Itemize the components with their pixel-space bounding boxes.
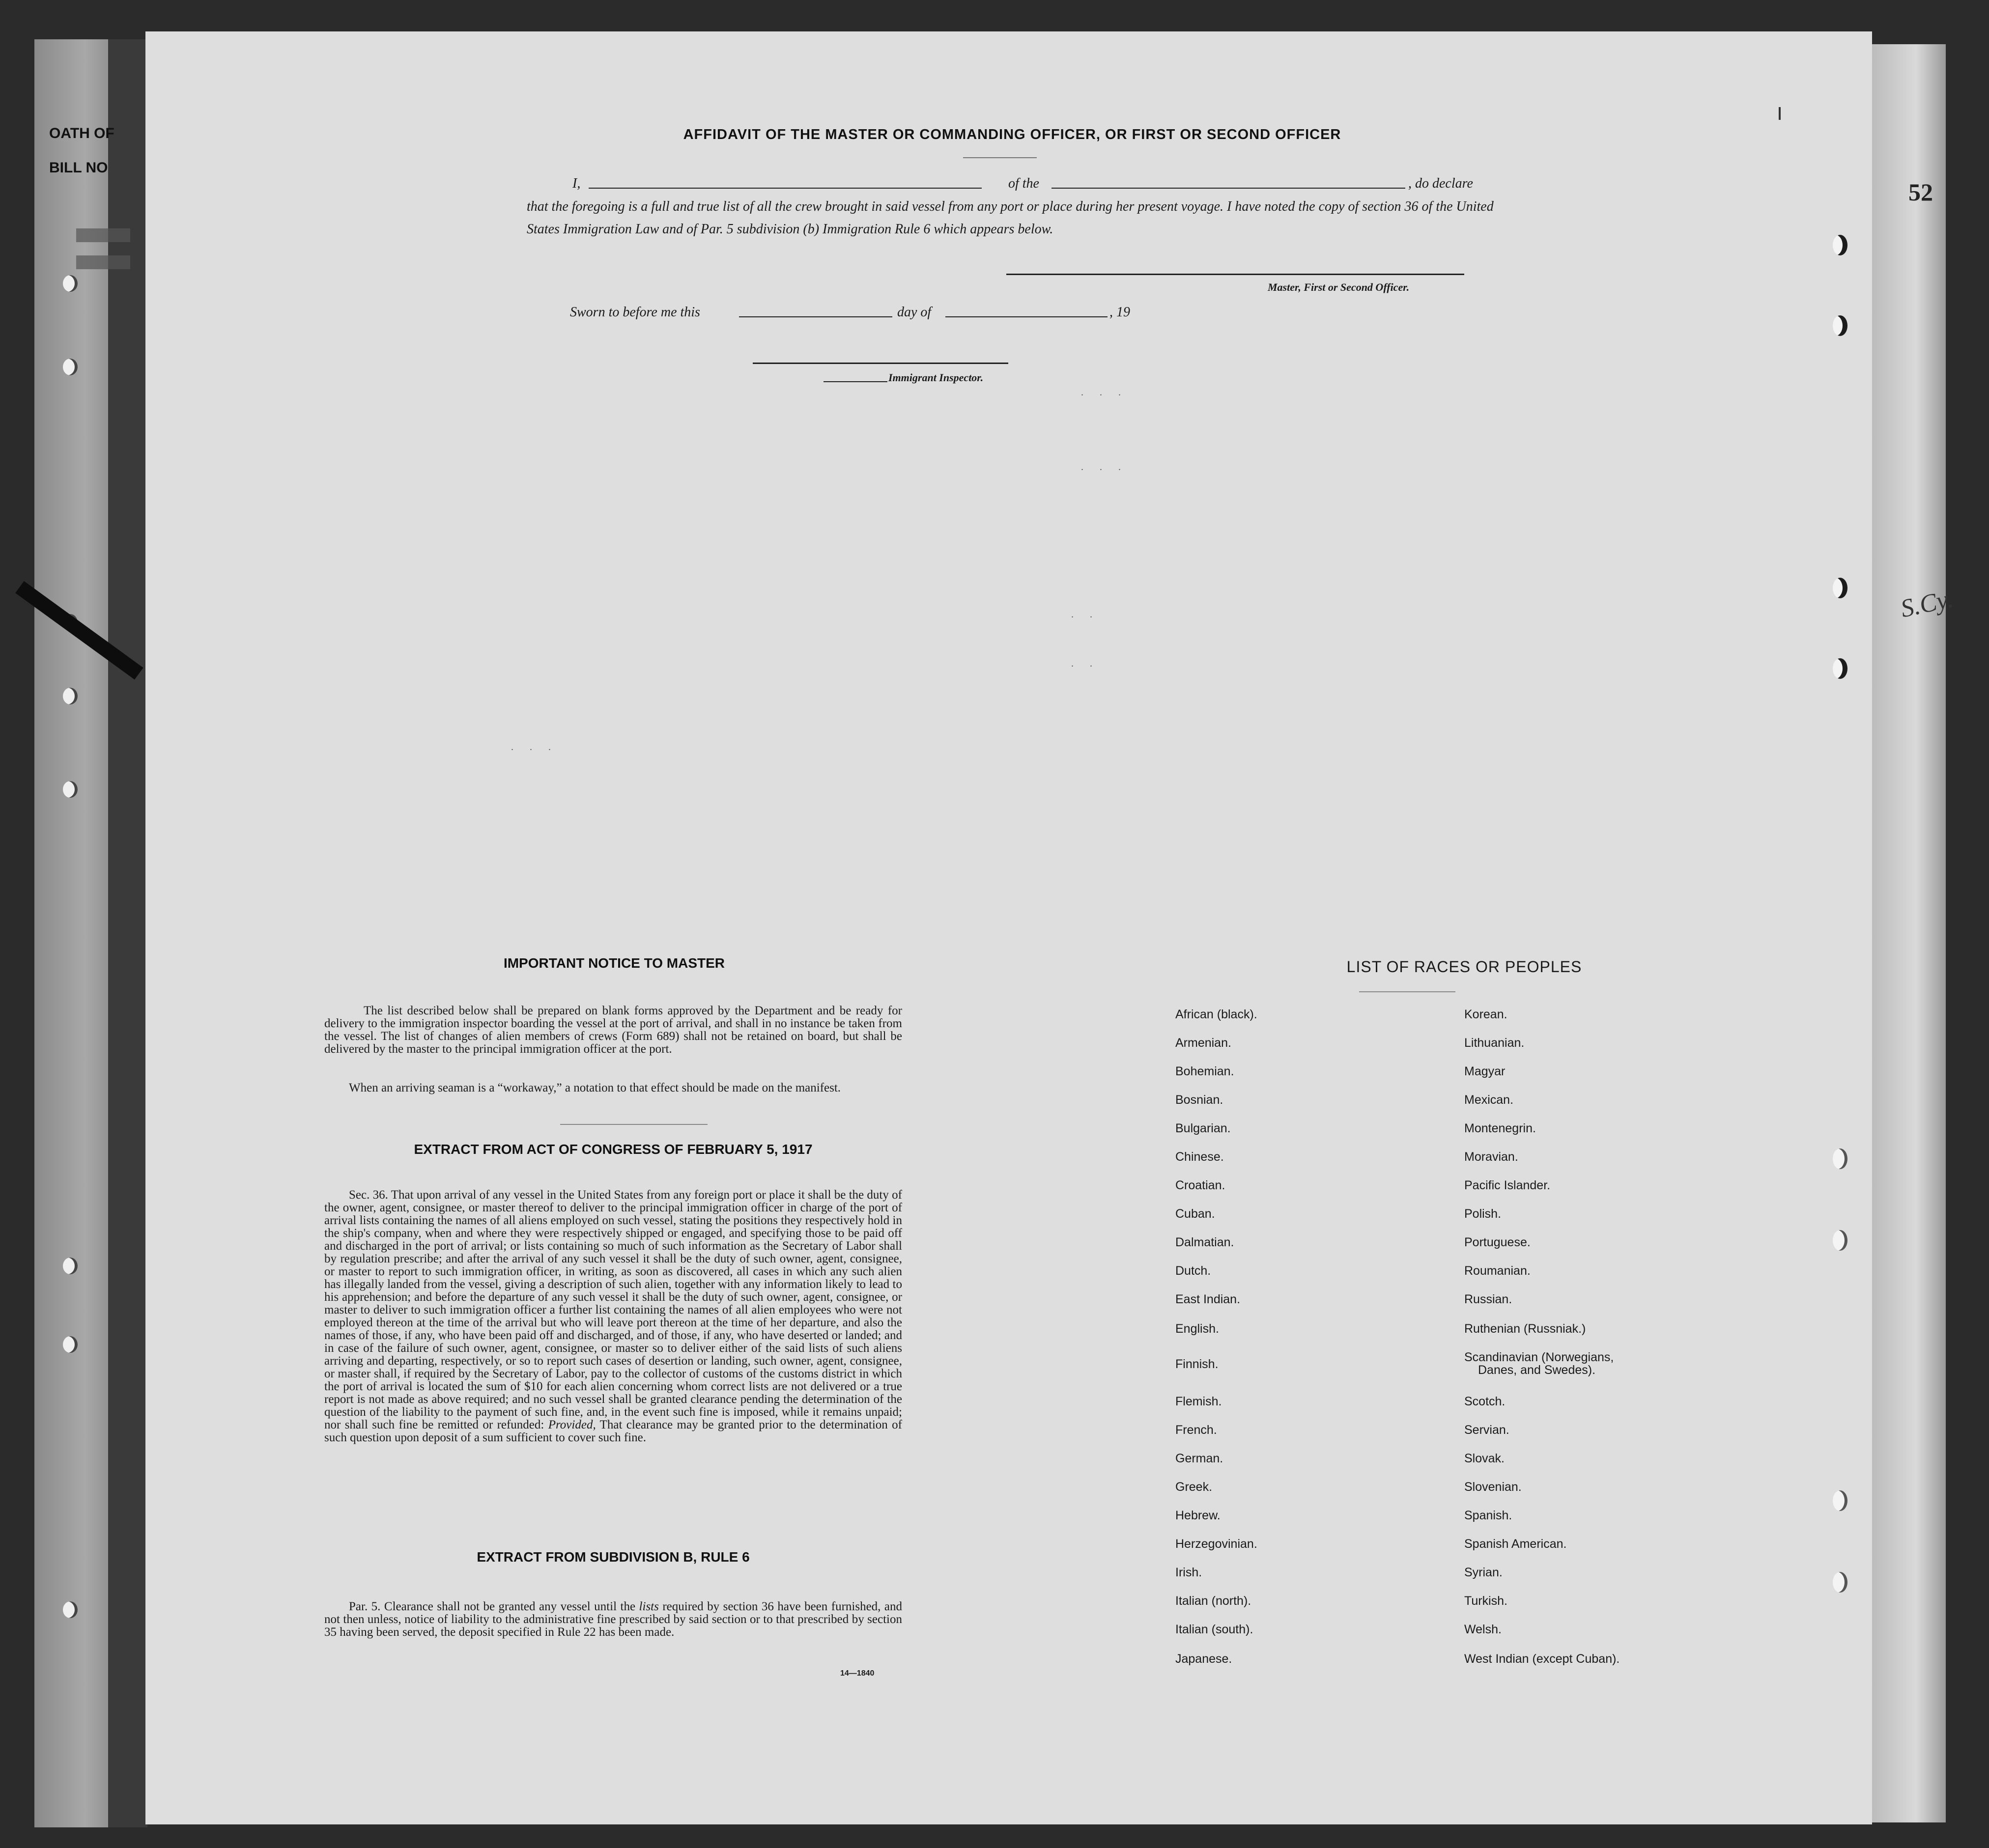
binder-strip [34, 39, 147, 1827]
name-blank-line [589, 188, 982, 189]
binder-pin-icon [1833, 658, 1847, 679]
race-item: Bohemian. [1175, 1064, 1234, 1078]
race-item: French. [1175, 1423, 1217, 1437]
rule-text-b: required by section 36 have been furnished, and not then unless, notice of liability to the administrative fine prescribed by said section or to that prescribed by section 35 having been served, the deposit specified in Rule 22 has been made. [324, 1600, 903, 1639]
race-item: Pacific Islander. [1464, 1178, 1551, 1192]
faint-dots: . . . [1081, 387, 1128, 398]
binder-pin-icon [1833, 1148, 1847, 1169]
inspector-short-line [824, 381, 887, 382]
faint-dots: . . [1071, 609, 1099, 620]
rule-lists-word: lists [639, 1600, 659, 1613]
year-label: , 19 [1109, 305, 1130, 320]
race-item: Spanish American. [1464, 1537, 1567, 1551]
notice-title: IMPORTANT NOTICE TO MASTER [503, 955, 725, 971]
race-item: Danes, and Swedes). [1478, 1363, 1596, 1377]
section-tail: That clearance may be granted prior to the determination of such question upon deposit of a sum sufficient to cover such fine. [324, 1418, 902, 1444]
faint-dots: . . [1071, 658, 1099, 669]
race-item: German. [1175, 1452, 1223, 1465]
notice-paragraph-2: When an arriving seaman is a “workaway,” a notation to that effect should be made on the manifest. [349, 1081, 841, 1094]
race-item: Montenegrin. [1464, 1121, 1536, 1135]
race-item: Russian. [1464, 1292, 1512, 1306]
day-blank-line [739, 316, 892, 317]
binder-shadow [108, 39, 147, 1827]
binder-hole [63, 1258, 78, 1274]
strip-stamp [76, 255, 130, 269]
race-item: Japanese. [1175, 1652, 1232, 1666]
section-text: That upon arrival of any vessel in the United States from any foreign port or place it shall be the duty of the owner, agent, consignee, or master thereof to deliver to the principal immigration officer in charge of the port of arrival lists containing the names of all aliens employed on such vessel, stating the positions they respectively hold in the ship's company, when and where they were respectively shipped or engaged, and specifying those to be paid off and discharged in the port of arrival; or lists containing so much of such information as the Secretary of Labor shall by regulation prescribe; and after the arrival of any such vessel it shall be the duty of such owner, agent, consignee, or master to report to such immigration officer, in writing, as soon as discovered, all cases in which any such alien has illegally landed from the vessel, giving a description of such alien, together with any information likely to lead to his apprehension; and before the departure of any such vessel it shall be the duty of such owner, agent, consignee, or master to deliver to such immigration officer a further list containing the names of all alien employees who were not employed thereon at the time of the arrival but who will leave port thereon at the time of her departure, and also the names of those, if any, who have been paid off and discharged, and of those, if any, who have deserted or landed; and in case of the failure of such owner, agent, consignee, or master so to deliver either of the said lists of such aliens arriving and departing, respectively, or so to report such cases of desertion or landing, such owner, agent, consignee, or master shall, if required by the Secretary of Labor, pay to the collector of customs of the customs district in which the port of arrival is located the sum of $10 for each alien concerning whom correct lists are not delivered or a true report is not made as above required; and no such vessel shall be granted clearance pending the determination of the question of the liability to the payment of such fine, and, in the event such fine is imposed, while it remains unpaid; nor shall such fine be remitted or refunded: [324, 1188, 902, 1431]
vessel-blank-line [1051, 188, 1405, 189]
race-item: Slovak. [1464, 1452, 1505, 1465]
race-item: West Indian (except Cuban). [1464, 1652, 1620, 1666]
binder-pin-icon [1833, 1490, 1847, 1511]
handwritten-margin-note: S.Cy. [1898, 585, 1956, 623]
affidavit-i-label: I, [572, 176, 581, 191]
race-item: Chinese. [1175, 1150, 1224, 1164]
notice-paragraph-1: The list described below shall be prepared on blank forms approved by the Department and be ready for delivery to the immigration inspector boarding the vessel at the port of arrival, and shall in no instance be taken from the vessel. The list of changes of alien members of crews (Form 689) shall not be retained on board, but shall be delivered by the master to the principal immigration officer at the port. [324, 1004, 902, 1056]
signature-line [1006, 274, 1464, 275]
races-title: LIST OF RACES OR PEOPLES [1346, 958, 1582, 976]
inspector-signature-line [753, 363, 1008, 364]
race-item: Syrian. [1464, 1566, 1503, 1579]
rule-text-a: Par. 5. Clearance shall not be granted any vessel until the [349, 1600, 636, 1613]
affidavit-of-the-label: of the [1008, 176, 1039, 191]
binder-pin-icon [1833, 1230, 1847, 1251]
signature-label: Master, First or Second Officer. [1268, 281, 1410, 293]
binder-pin-icon [1833, 315, 1847, 336]
inspector-label: Immigrant Inspector. [888, 371, 984, 384]
race-item: Flemish. [1175, 1395, 1222, 1408]
extract-act-title: EXTRACT FROM ACT OF CONGRESS OF FEBRUARY 5, 1917 [414, 1142, 813, 1157]
race-item: English. [1175, 1322, 1219, 1336]
binder-hole [63, 688, 78, 704]
race-item: Italian (north). [1175, 1594, 1251, 1608]
binder-pin-icon [1833, 235, 1847, 255]
extract-act-body [324, 1189, 902, 1444]
faint-dots: . . . [1081, 462, 1128, 473]
title-divider [963, 157, 1037, 158]
race-item: Turkish. [1464, 1594, 1507, 1608]
race-item: Croatian. [1175, 1178, 1225, 1192]
pencil-tick [1779, 107, 1781, 120]
race-item: Moravian. [1464, 1150, 1518, 1164]
race-item: Servian. [1464, 1423, 1509, 1437]
race-item: Slovenian. [1464, 1480, 1522, 1494]
race-item: Greek. [1175, 1480, 1213, 1494]
section-number: Sec. 36. [349, 1188, 388, 1202]
race-item: Scandinavian (Norwegians, [1464, 1350, 1614, 1364]
race-item: Roumanian. [1464, 1264, 1531, 1278]
race-item: Dutch. [1175, 1264, 1211, 1278]
binder-hole [63, 275, 78, 292]
affidavit-title: AFFIDAVIT OF THE MASTER OR COMMANDING OFFICER, OR FIRST OR SECOND OFFICER [683, 127, 1341, 142]
binder-pin-icon [1833, 578, 1847, 598]
race-item: Irish. [1175, 1566, 1202, 1579]
race-item: Bulgarian. [1175, 1121, 1231, 1135]
extract-rule-title: EXTRACT FROM SUBDIVISION B, RULE 6 [477, 1549, 750, 1565]
faint-dots: . . . [511, 742, 558, 753]
race-item: Cuban. [1175, 1207, 1215, 1221]
race-item: Lithuanian. [1464, 1036, 1525, 1050]
race-item: Hebrew. [1175, 1509, 1221, 1522]
race-item: Italian (south). [1175, 1623, 1253, 1636]
form-number: 14—1840 [840, 1669, 875, 1678]
race-item: Herzegovinian. [1175, 1537, 1257, 1551]
race-item: Bosnian. [1175, 1093, 1223, 1107]
race-item: Finnish. [1175, 1357, 1219, 1371]
strip-stamp [76, 228, 130, 242]
binder-hole [63, 1336, 78, 1353]
race-item: East Indian. [1175, 1292, 1241, 1306]
affidavit-declare-label: , do declare [1408, 176, 1473, 191]
page-number: 52 [1908, 178, 1933, 206]
races-divider [1359, 991, 1455, 992]
strip-label-bill: BILL NO [49, 160, 108, 176]
binder-hole [63, 1601, 78, 1618]
race-item: Magyar [1464, 1064, 1506, 1078]
race-item: African (black). [1175, 1008, 1257, 1021]
day-of-label: day of [897, 305, 932, 320]
sworn-label: Sworn to before me this [570, 305, 700, 320]
month-blank-line [945, 316, 1108, 317]
affidavit-body: that the foregoing is a full and true list of all the crew brought in said vessel from any port or place during her present voyage. I have noted the copy of section 36 of the United States Immigration Law and of Par. 5 subdivision (b) Immigration Rule 6 which appears below. [527, 199, 1494, 237]
provided-word: Provided, [548, 1418, 596, 1431]
page-edge-right [1872, 44, 1946, 1822]
race-item: Korean. [1464, 1008, 1507, 1021]
race-item: Scotch. [1464, 1395, 1506, 1408]
section-divider [560, 1124, 708, 1125]
race-item: Portuguese. [1464, 1235, 1531, 1249]
race-item: Ruthenian (Russniak.) [1464, 1322, 1586, 1336]
race-item: Armenian. [1175, 1036, 1231, 1050]
binder-hole [63, 781, 78, 798]
race-item: Mexican. [1464, 1093, 1514, 1107]
race-item: Dalmatian. [1175, 1235, 1234, 1249]
race-item: Welsh. [1464, 1623, 1502, 1636]
extract-rule-body [324, 1600, 902, 1639]
race-item: Spanish. [1464, 1509, 1512, 1522]
binder-pin-icon [1833, 1572, 1847, 1593]
race-item: Polish. [1464, 1207, 1502, 1221]
binder-hole [63, 359, 78, 375]
strip-label-oath: OATH OF [49, 125, 114, 141]
